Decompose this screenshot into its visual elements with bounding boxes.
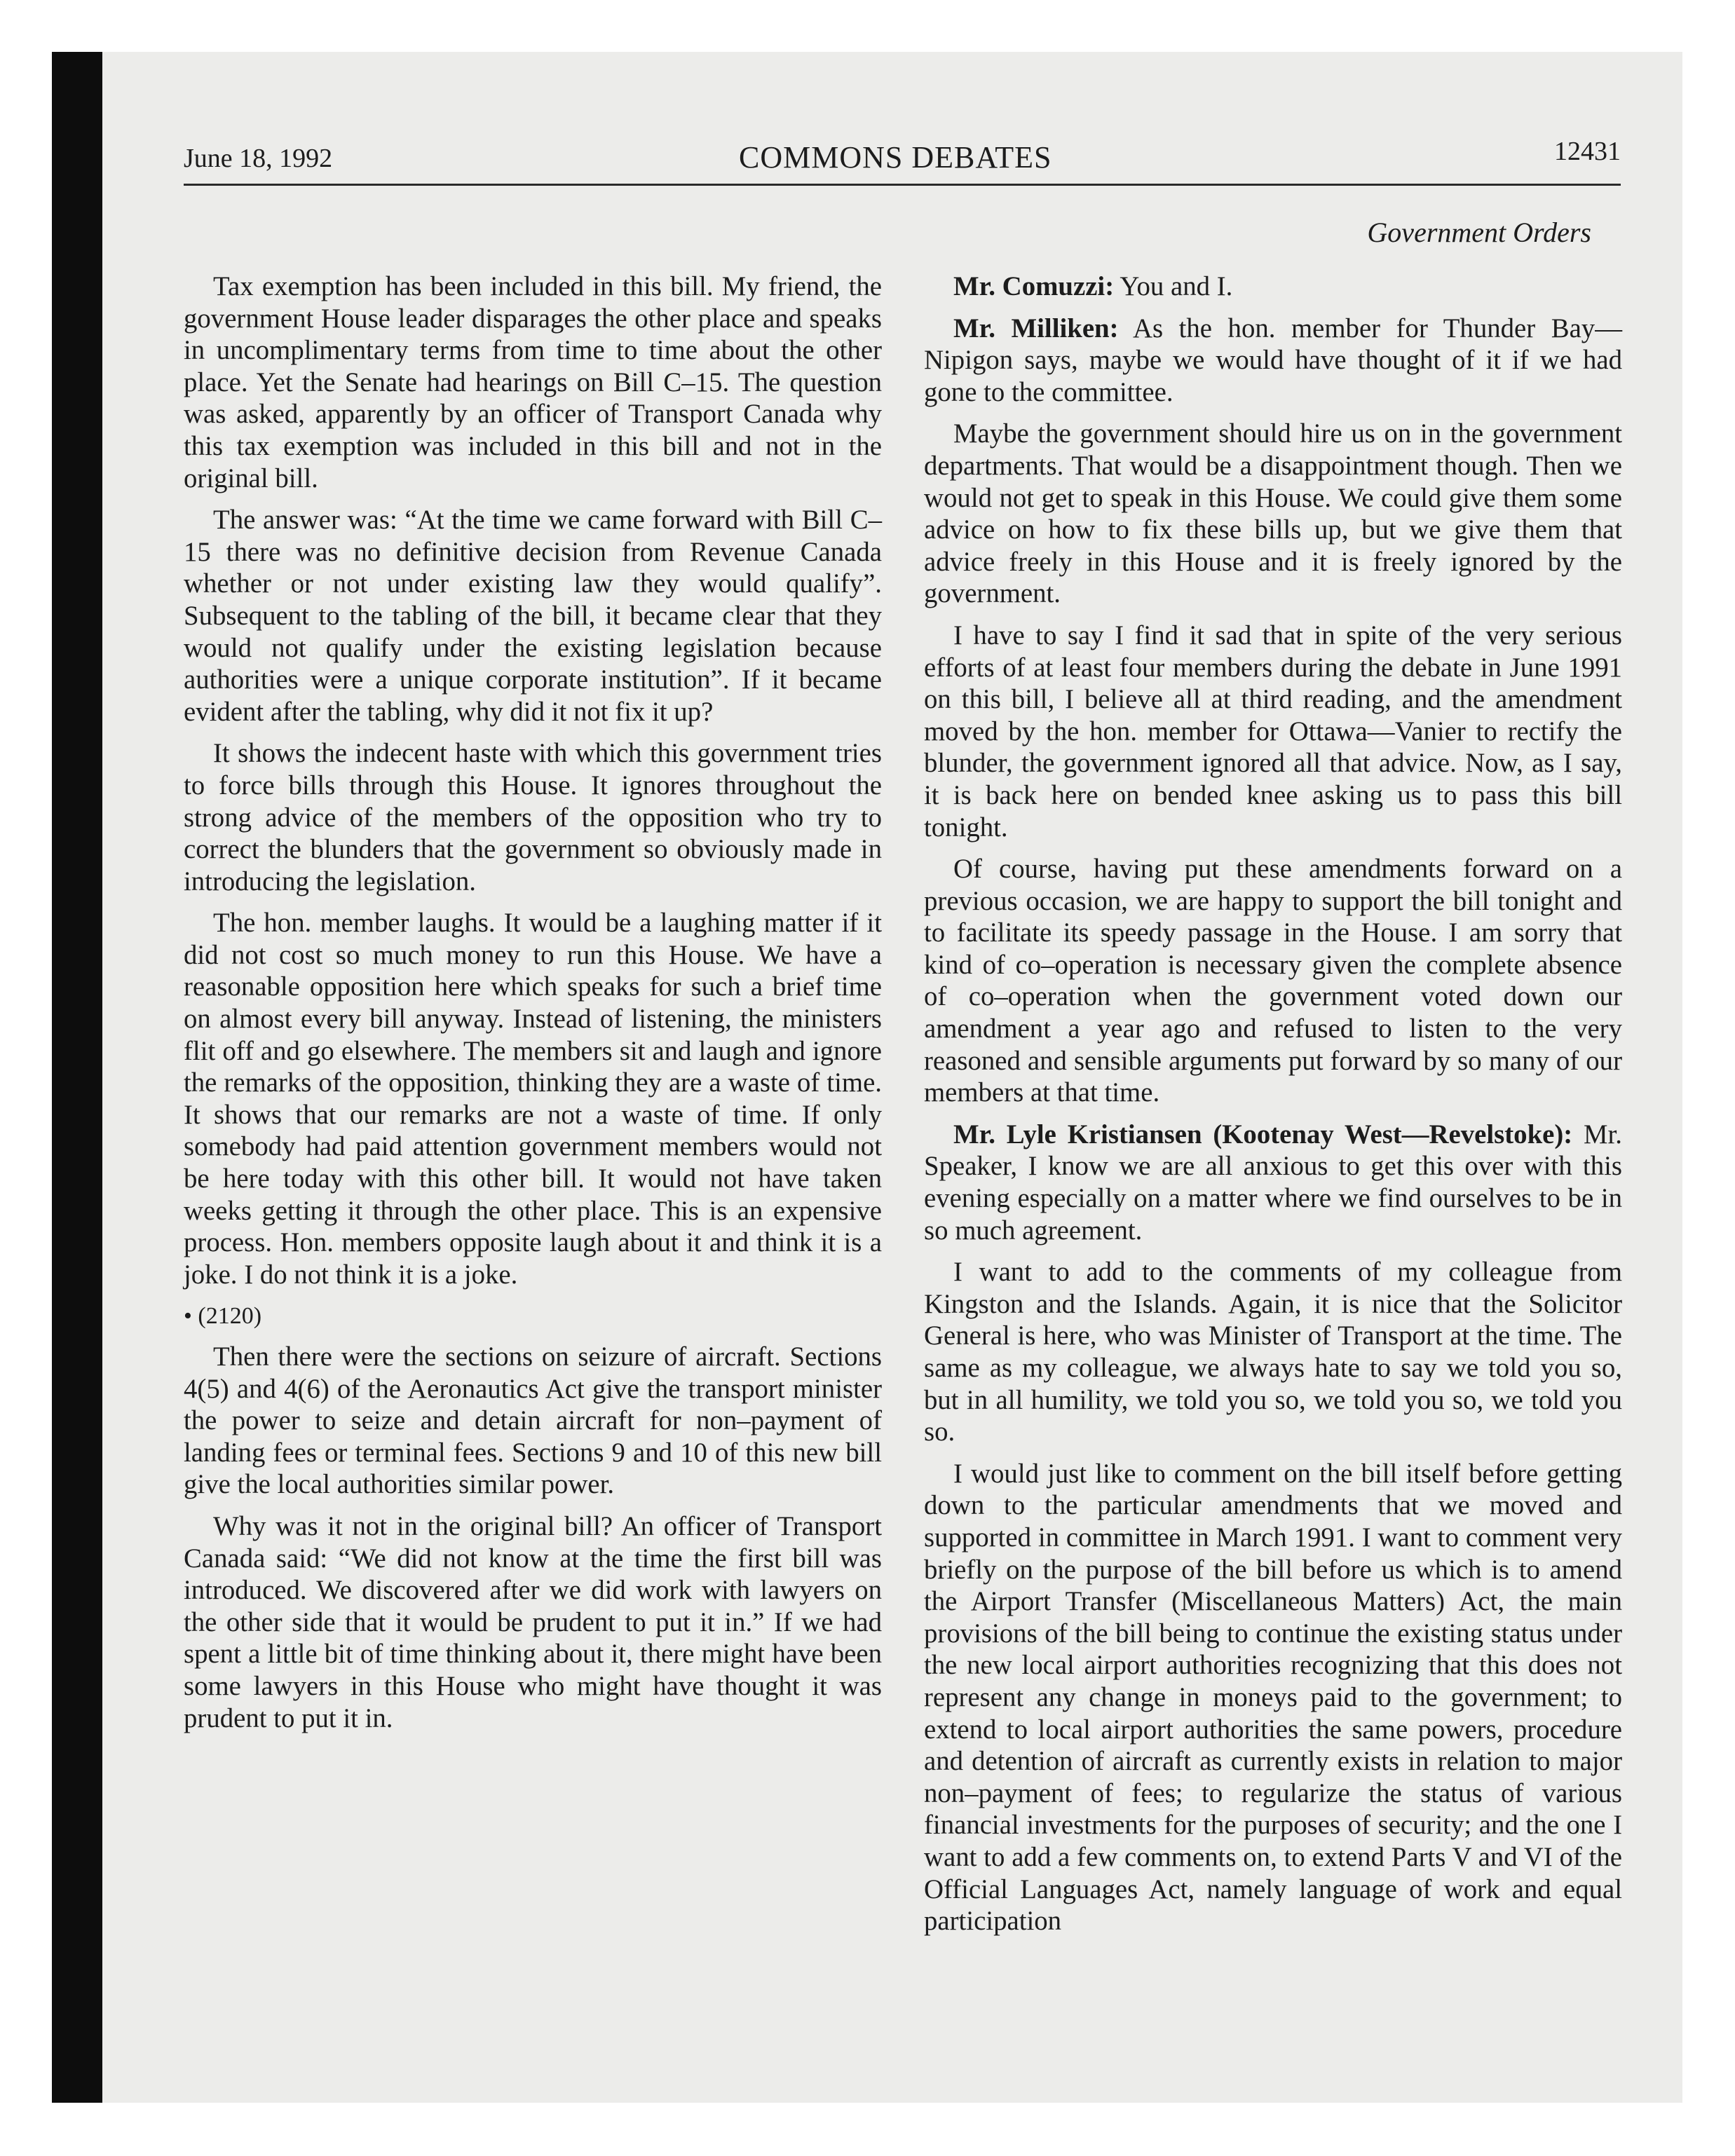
paragraph: The answer was: “At the time we came forward with Bill C–15 there was no definitive decision from Revenue Canada whether or not under existing law they would qualify”. Subsequent to the tabling of the bill, it became clear that they would not qualify under the existing legislation because authorities were a unique corporate institution”. If it became evident after the tabling, why did it not fix it up? — [184, 505, 882, 727]
speech-text: You and I. — [1114, 271, 1233, 301]
paragraph: I have to say I find it sad that in spite of the very serious efforts of at least four members during the debate in June 1991 on this bill, I believe all at third reading, and the amendment moved by the hon. member for Ottawa—Vanier to rectify the blunder, the government ignored all that advice. Now, as I say, it is back here on bended knee asking us to pass this bill tonight. — [924, 620, 1622, 842]
running-header — [184, 137, 1621, 181]
header-date: June 18, 1992 — [184, 144, 333, 173]
left-column — [184, 271, 882, 1744]
paragraph: I want to add to the comments of my colleague from Kingston and the Islands. Again, it is nice that the Solicitor General is here, who was Minister of Transport at the time. The same as my colleague, we always hate to say we told you so, but in all humility, we told you so, we told you so, we told you so. — [924, 1257, 1622, 1447]
speaker-name: Mr. Milliken: — [953, 313, 1119, 343]
right-column — [924, 271, 1622, 1947]
paragraph: It shows the indecent haste with which this government tries to force bills through this House. It ignores throughout the strong advice of the members of the opposition who try to correct the blunders that the government so obviously made in introducing the legislation. — [184, 738, 882, 896]
paragraph: Of course, having put these amendments forward on a previous occasion, we are happy to support the bill tonight and to facilitate its speedy passage in the House. I am sorry that kind of co–operation is necessary given the complete absence of co–operation when the government voted down our amendment a year ago and refused to listen to the very reasoned and sensible arguments put forward by so many of our members at that time. — [924, 854, 1622, 1108]
paragraph: Maybe the government should hire us on in the government departments. That would be a disappointment though. Then we would not get to speak in this House. We could give them some advice on how to fix these bills up, but we give them that advice freely in this House and it is freely ignored by the government. — [924, 418, 1622, 609]
speech-comuzzi — [924, 271, 1622, 303]
page-number: 12431 — [1554, 137, 1621, 166]
speaker-name: Mr. Lyle Kristiansen (Kootenay West—Revelstoke): — [953, 1119, 1573, 1149]
speech-kristiansen — [924, 1119, 1622, 1246]
speech-text: Mr. Speaker, I know we are all anxious to get this over with this evening especially on a matter where we find ourselves to be in so much agreement. — [924, 1119, 1622, 1246]
scan-shadow-edge — [52, 52, 102, 2103]
paragraph: Tax exemption has been included in this bill. My friend, the government House leader disparages the other place and speaks in uncomplimentary terms from time to time about the other place. Yet the Senate had hearings on Bill C–15. The question was asked, apparently by an officer of Transport Canada why this tax exemption was included in this bill and not in the original bill. — [184, 271, 882, 493]
speech-milliken — [924, 313, 1622, 409]
speaker-name: Mr. Comuzzi: — [953, 271, 1115, 301]
time-marker: • (2120) — [184, 1303, 262, 1330]
paragraph: Then there were the sections on seizure of aircraft. Sections 4(5) and 4(6) of the Aeronautics Act give the transport minister the power to seize and detain aircraft for non–payment of landing fees or terminal fees. Sections 9 and 10 of this new bill give the local authorities similar power. — [184, 1342, 882, 1500]
paragraph: I would just like to comment on the bill itself before getting down to the particular amendments that we moved and supported in committee in March 1991. I want to comment very briefly on the purpose of the bill before us which is to amend the Airport Transfer (Miscellaneous Matters) Act, the main provisions of the bill being to continue the existing status under the new local airport authorities recognizing that this does not represent any change in moneys paid to the government; to extend to local airport authorities the same powers, procedure and detention of aircraft as currently exists in relation to major non–payment of fees; to regularize the status of various financial investments for the purposes of security; and the one I want to add a few comments on, to extend Parts V and VI of the Official Languages Act, namely language of work and equal participation — [924, 1458, 1622, 1937]
header-rule — [184, 184, 1621, 186]
publication-title: COMMONS DEBATES — [739, 140, 1052, 175]
section-title: Government Orders — [1367, 217, 1591, 248]
paragraph: The hon. member laughs. It would be a laughing matter if it did not cost so much money to run this House. We have a reasonable opposition here which speaks for such a brief time on almost every bill anyway. Instead of listening, the ministers flit off and go elsewhere. The members sit and laugh and ignore the remarks of the opposition, thinking they are a waste of time. It shows that our remarks are not a waste of time. If only somebody had paid attention government members would not be here today with this other bill. It would not have taken weeks getting it through the other place. This is an expensive process. Hon. members opposite laugh about it and think it is a joke. I do not think it is a joke. — [184, 908, 882, 1290]
speech-text: As the hon. member for Thunder Bay—Nipigon says, maybe we would have thought of it if we had gone to the committee. — [924, 313, 1622, 407]
paragraph: Why was it not in the original bill? An officer of Transport Canada said: “We did not know at the time the first bill was introduced. We discovered after we did work with lawyers on the other side that it would be prudent to put it in.” If we had spent a little bit of time thinking about it, there might have been some lawyers in this House who might have thought it was prudent to put it in. — [184, 1510, 882, 1733]
